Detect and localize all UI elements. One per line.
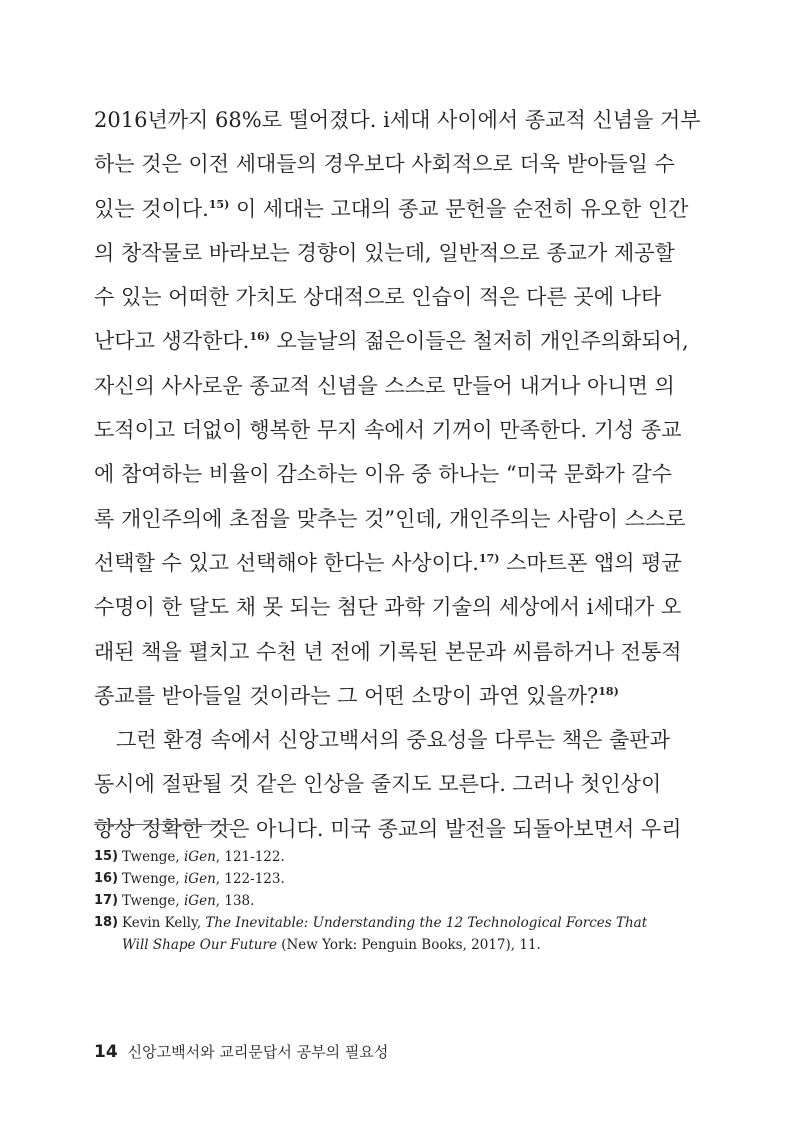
footnote-number: 16) bbox=[94, 871, 119, 886]
text-line: 수명이 한 달도 채 못 되는 첨단 과학 기술의 세상에서 i세대가 오 bbox=[94, 595, 682, 620]
footnote-18 bbox=[94, 912, 648, 956]
text-line: 록 개인주의에 초점을 맞추는 것”인데, 개인주의는 사람이 스스로 bbox=[94, 506, 686, 531]
footnote-15 bbox=[94, 846, 640, 868]
running-title: 신앙고백서와 교리문답서 공부의 필요성 bbox=[127, 1043, 389, 1061]
text-line: 선택할 수 있고 선택해야 한다는 사상이다.$^{17)}$ 스마트폰 앱의 평균 bbox=[94, 550, 682, 575]
paragraph-end-line: 종교를 받아들일 것이라는 그 어떤 소망이 과연 있을까?$^{18)}$ bbox=[94, 683, 619, 708]
footnote-text: Twenge, iGen, 122-123. bbox=[122, 871, 285, 887]
footnote-ref-15: 15) bbox=[208, 197, 230, 211]
footnote-ref-18: 18) bbox=[598, 684, 619, 698]
footnotes bbox=[94, 846, 648, 956]
footnote-number: 18) bbox=[94, 915, 119, 930]
body-text bbox=[94, 98, 701, 851]
text-line: 래된 책을 펼치고 수천 년 전에 기록된 본문과 씨름하거나 전통적 bbox=[94, 639, 682, 664]
text-line: 에 참여하는 비율이 감소하는 이유 중 하나는 “미국 문화가 갈수 bbox=[94, 462, 672, 487]
footnote-text: Kevin Kelly, The Inevitable: Understanding the 12 Technological Forces That Will Shape Our Future (New York: Penguin Books, 2017), 11. bbox=[122, 915, 648, 953]
text-line: 자신의 사사로운 종교적 신념을 스스로 만들어 내거나 아니면 의 bbox=[94, 373, 675, 398]
text-line: 하는 것은 이전 세대들의 경우보다 사회적으로 더욱 받아들일 수 bbox=[94, 152, 675, 177]
text-line: 의 창작물로 바라보는 경향이 있는데, 일반적으로 종교가 제공할 bbox=[94, 240, 675, 265]
paragraph-start-line: 그런 환경 속에서 신앙고백서의 중요성을 다루는 책은 출판과 bbox=[116, 728, 670, 753]
footnote-number: 15) bbox=[94, 849, 119, 864]
text-line: 난다고 생각한다.$^{16)}$ 오늘날의 젊은이들은 철저히 개인주의화되어, bbox=[94, 329, 689, 354]
footnote-ref-16: 16) bbox=[249, 330, 270, 344]
footnote-16 bbox=[94, 868, 640, 890]
text-line: 도적이고 더없이 행복한 무지 속에서 기꺼이 만족한다. 기성 종교 bbox=[94, 418, 682, 443]
footnote-text: Twenge, iGen, 121-122. bbox=[122, 849, 285, 865]
text-line: 있는 것이다.$^{15)}$ 이 세대는 고대의 종교 문헌을 순전히 유오한 인간 bbox=[94, 196, 689, 221]
text-line: 2016년까지 68%로 떨어졌다. i세대 사이에서 종교적 신념을 거부 bbox=[94, 108, 701, 132]
footnote-text: Twenge, iGen, 138. bbox=[122, 893, 255, 909]
text-line: 수 있는 어떠한 가치도 상대적으로 인습이 적은 다른 곳에 나타 bbox=[94, 285, 662, 310]
footnote-ref-17: 17) bbox=[478, 551, 500, 565]
text-line: 동시에 절판될 것 같은 인상을 줄지도 모른다. 그러나 첫인상이 bbox=[94, 772, 662, 797]
text-line: 항상 정확한 것은 아니다. 미국 종교의 발전을 되돌아보면서 우리 bbox=[94, 816, 682, 841]
footnote-divider bbox=[94, 824, 232, 825]
page-footer bbox=[94, 1041, 388, 1063]
footnote-number: 17) bbox=[94, 893, 119, 908]
page-number: 14 bbox=[94, 1042, 118, 1062]
footnote-17 bbox=[94, 890, 640, 912]
